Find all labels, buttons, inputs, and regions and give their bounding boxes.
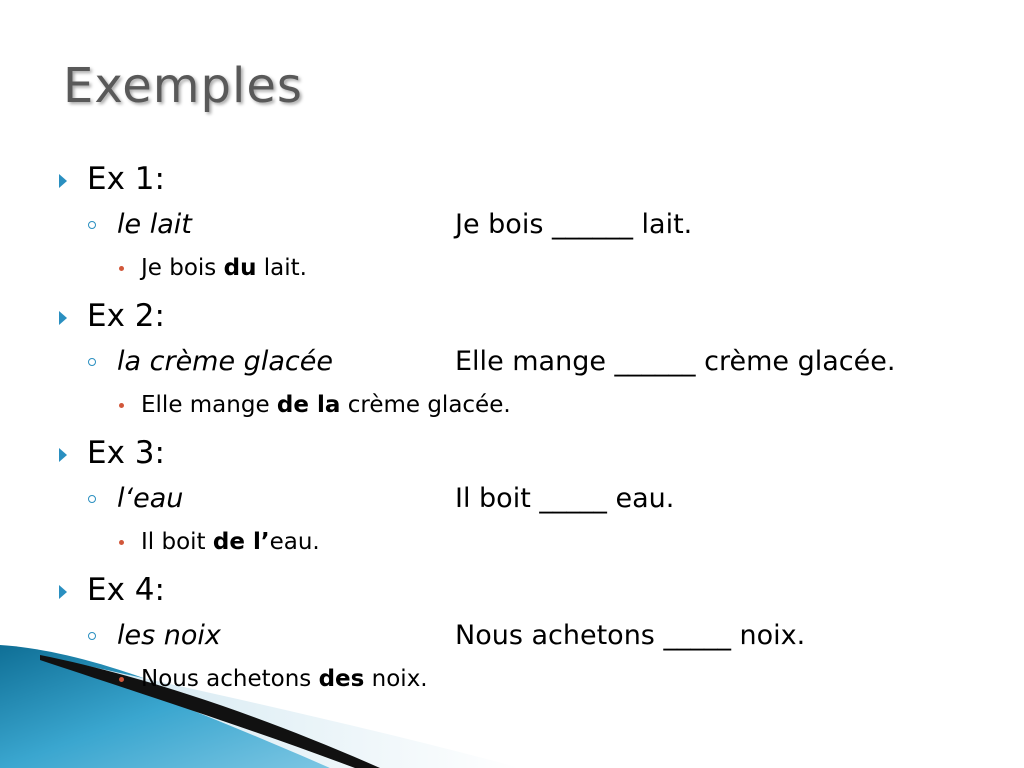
triangle-bullet-icon xyxy=(59,585,67,599)
answer-article: de la xyxy=(276,392,341,418)
circle-bullet-icon xyxy=(88,221,96,229)
example-word: l‘eau xyxy=(117,483,184,514)
dot-bullet-icon xyxy=(119,540,124,545)
circle-bullet-icon xyxy=(88,495,96,503)
answer-article: du xyxy=(223,255,257,281)
example-heading: Ex 1: xyxy=(87,161,165,197)
circle-bullet-icon xyxy=(88,358,96,366)
triangle-bullet-icon xyxy=(59,174,67,188)
answer-text: noix. xyxy=(364,666,428,692)
example-answer xyxy=(141,666,428,692)
answer-article: des xyxy=(318,666,365,692)
example-word: la crème glacée xyxy=(117,346,333,377)
example-answer xyxy=(141,529,320,555)
dot-bullet-icon xyxy=(119,403,124,408)
answer-article: de l’ xyxy=(212,529,270,555)
answer-text: Je bois xyxy=(141,255,224,281)
answer-text: Il boit xyxy=(141,529,213,555)
answer-text: crème glacée. xyxy=(340,392,511,418)
answer-text: Nous achetons xyxy=(141,666,319,692)
example-word: les noix xyxy=(117,620,221,651)
dot-bullet-icon xyxy=(119,266,124,271)
example-exercise: Nous achetons _____ noix. xyxy=(455,620,806,651)
example-answer xyxy=(141,392,511,418)
example-answer xyxy=(141,255,307,281)
example-exercise: Il boit _____ eau. xyxy=(455,483,675,514)
triangle-bullet-icon xyxy=(59,448,67,462)
answer-text: lait. xyxy=(256,255,307,281)
example-heading: Ex 3: xyxy=(87,435,165,471)
example-heading: Ex 2: xyxy=(87,298,165,334)
page-title: Exemples xyxy=(63,58,303,114)
example-exercise: Elle mange ______ crème glacée. xyxy=(455,346,896,377)
example-exercise: Je bois ______ lait. xyxy=(455,209,693,240)
triangle-bullet-icon xyxy=(59,311,67,325)
dot-bullet-icon xyxy=(119,677,124,682)
circle-bullet-icon xyxy=(88,632,96,640)
example-word: le lait xyxy=(117,209,192,240)
example-heading: Ex 4: xyxy=(87,572,165,608)
answer-text: Elle mange xyxy=(141,392,277,418)
answer-text: eau. xyxy=(269,529,320,555)
